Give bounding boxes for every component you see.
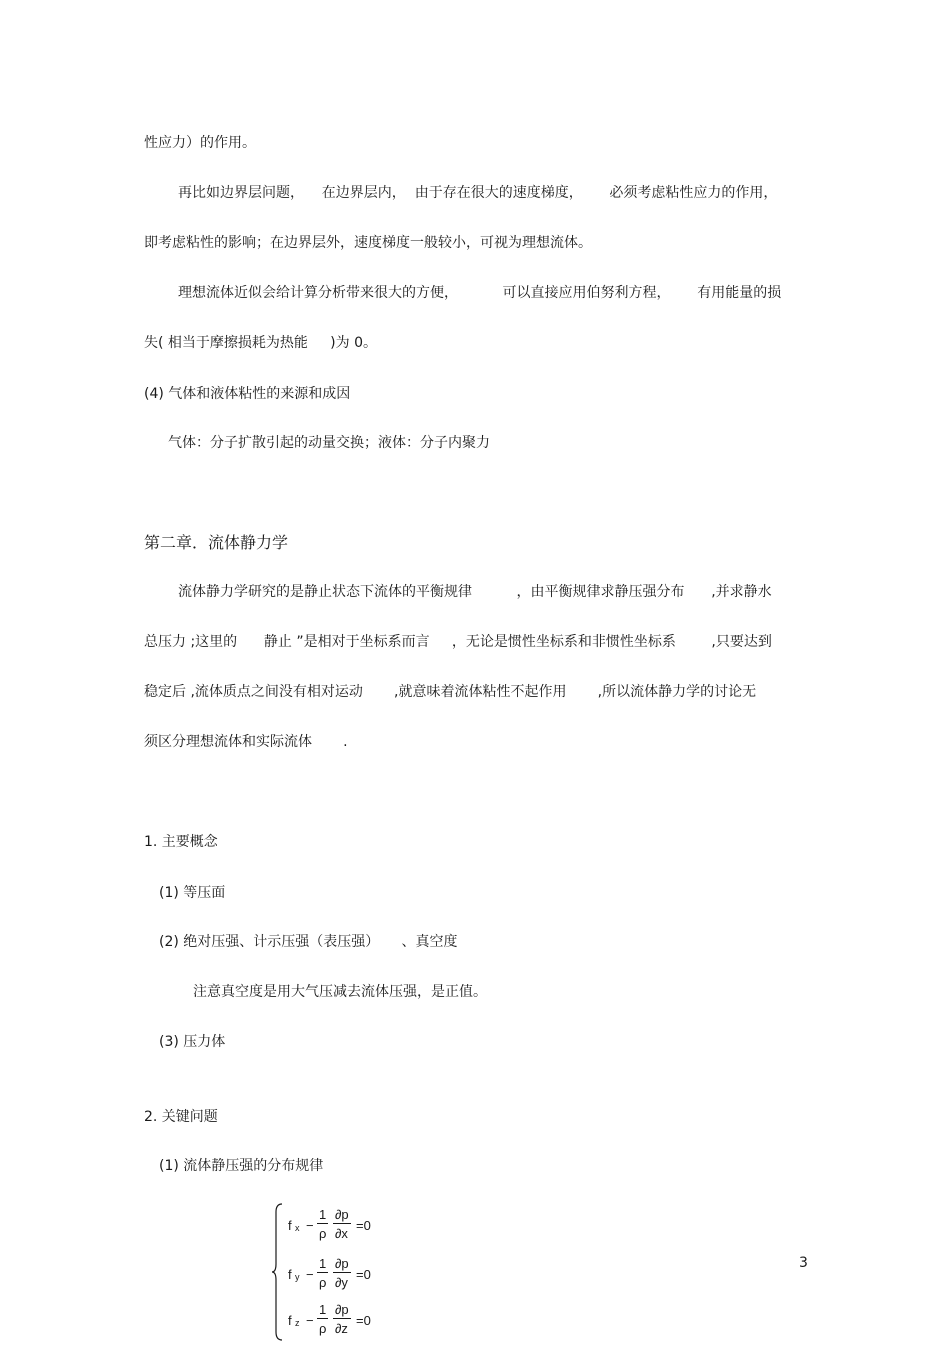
eq-minus: − [306, 1267, 314, 1282]
equation-system [272, 1200, 412, 1345]
list-item: (1) 等压面 [159, 885, 226, 901]
eq-numerator: 1 [319, 1207, 327, 1222]
eq-denominator: ρ [319, 1321, 327, 1336]
fraction-bar [333, 1223, 351, 1224]
eq-minus: − [306, 1218, 314, 1233]
list-item: (1) 流体静压强的分布规律 [159, 1158, 324, 1174]
section-heading: 1. 主要概念 [144, 834, 218, 850]
eq-denominator: ∂y [335, 1275, 348, 1290]
eq-subscript: x [295, 1223, 300, 1233]
eq-denominator: ∂x [335, 1226, 348, 1241]
section-heading: 2. 关键问题 [144, 1109, 218, 1125]
equation-row-z [286, 1298, 406, 1342]
paragraph-line: 性应力）的作用。 [144, 135, 256, 151]
page-number: 3 [799, 1255, 808, 1271]
chapter-title: 第二章．流体静力学 [144, 533, 289, 552]
list-item: (2) 绝对压强、计示压强（表压强） 、真空度 [159, 934, 458, 950]
eq-f: f [288, 1313, 292, 1328]
eq-numerator: ∂p [335, 1256, 349, 1271]
paragraph-line: 流体静力学研究的是静止状态下流体的平衡规律 ，由平衡规律求静压强分布 ,并求静水 [178, 584, 772, 600]
paragraph-line: 再比如边界层问题， 在边界层内， 由于存在很大的速度梯度， 必须考虑粘性应力的作用， [178, 185, 778, 201]
eq-f: f [288, 1267, 292, 1282]
paragraph-line: 须区分理想流体和实际流体 . [144, 734, 348, 750]
paragraph-line: 失( 相当于摩擦损耗为热能 )为 0。 [144, 335, 377, 351]
eq-subscript: z [295, 1318, 300, 1328]
paragraph-line: 理想流体近似会给计算分析带来很大的方便， 可以直接应用伯努利方程， 有用能量的损 [178, 285, 782, 301]
eq-denominator: ∂z [335, 1321, 348, 1336]
eq-numerator: 1 [319, 1302, 327, 1317]
paragraph-line: 注意真空度是用大气压减去流体压强，是正值。 [193, 984, 487, 1000]
equation-row-x [286, 1204, 406, 1248]
eq-denominator: ρ [319, 1226, 327, 1241]
list-item: (3) 压力体 [159, 1034, 226, 1050]
eq-equals: =0 [356, 1313, 371, 1328]
eq-subscript: y [295, 1272, 300, 1282]
equation-row-y [286, 1252, 406, 1296]
eq-equals: =0 [356, 1218, 371, 1233]
left-brace-icon [272, 1202, 284, 1342]
paragraph-line: 即考虑粘性的影响；在边界层外，速度梯度一般较小，可视为理想流体。 [144, 235, 592, 251]
fraction-bar [317, 1223, 328, 1224]
paragraph-line: 气体：分子扩散引起的动量交换；液体：分子内聚力 [168, 435, 490, 451]
fraction-bar [333, 1272, 351, 1273]
eq-minus: − [306, 1313, 314, 1328]
fraction-bar [317, 1318, 328, 1319]
eq-numerator: ∂p [335, 1302, 349, 1317]
eq-numerator: ∂p [335, 1207, 349, 1222]
fraction-bar [333, 1318, 351, 1319]
eq-denominator: ρ [319, 1275, 327, 1290]
eq-equals: =0 [356, 1267, 371, 1282]
paragraph-line: 总压力 ;这里的 静止 ”是相对于坐标系而言 ，无论是惯性坐标系和非惯性坐标系 ,只要达到 [144, 634, 772, 650]
eq-f: f [288, 1218, 292, 1233]
fraction-bar [317, 1272, 328, 1273]
section-heading: (4) 气体和液体粘性的来源和成因 [144, 386, 351, 402]
paragraph-line: 稳定后 ,流体质点之间没有相对运动 ,就意味着流体粘性不起作用 ,所以流体静力学的讨论无 [144, 684, 757, 700]
eq-numerator: 1 [319, 1256, 327, 1271]
